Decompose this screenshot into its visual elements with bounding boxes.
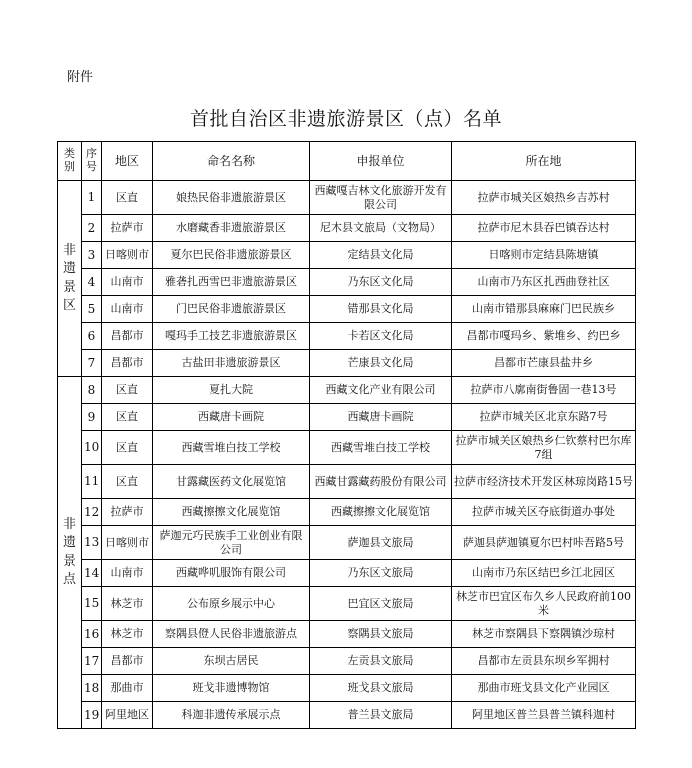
region-cell: 昌都市 [102, 350, 153, 377]
table-row [58, 242, 636, 269]
name-cell: 西藏唐卡画院 [153, 404, 310, 431]
table-row [58, 323, 636, 350]
name-cell: 班戈非遗博物馆 [153, 675, 310, 702]
location-cell: 拉萨市城关区夺底街道办事处 [452, 499, 636, 526]
table-row [58, 404, 636, 431]
unit-cell: 错那县文化局 [310, 296, 452, 323]
document-title: 首批自治区非遗旅游景区（点）名单 [189, 108, 502, 130]
index-cell: 12 [82, 499, 102, 526]
index-cell: 4 [82, 269, 102, 296]
location-cell: 拉萨市城关区娘热乡吉苏村 [452, 181, 636, 215]
unit-cell: 西藏擦擦文化展览馆 [310, 499, 452, 526]
region-cell: 那曲市 [102, 675, 153, 702]
category-cell: 非遗景点 [58, 377, 82, 729]
region-cell: 区直 [102, 181, 153, 215]
unit-cell: 西藏唐卡画院 [310, 404, 452, 431]
location-cell: 萨迦县萨迦镇夏尔巴村咔吾路5号 [452, 526, 636, 560]
region-cell: 日喀则市 [102, 242, 153, 269]
column-header-category: 类别 [58, 142, 82, 181]
location-cell: 山南市乃东区扎西曲登社区 [452, 269, 636, 296]
unit-cell: 察隅县文旅局 [310, 621, 452, 648]
unit-cell: 西藏雪堆白技工学校 [310, 431, 452, 465]
index-cell: 5 [82, 296, 102, 323]
unit-cell: 乃东区文旅局 [310, 560, 452, 587]
unit-cell: 班戈县文旅局 [310, 675, 452, 702]
region-cell: 日喀则市 [102, 526, 153, 560]
name-cell: 水磨藏香非遗旅游景区 [153, 215, 310, 242]
name-cell: 公布原乡展示中心 [153, 587, 310, 621]
unit-cell: 萨迦县文旅局 [310, 526, 452, 560]
name-cell: 夏尔巴民俗非遗旅游景区 [153, 242, 310, 269]
table-header-row [58, 142, 636, 181]
table-row [58, 675, 636, 702]
name-cell: 甘露藏医药文化展览馆 [153, 465, 310, 499]
location-cell: 林芝市察隅县下察隅镇沙琼村 [452, 621, 636, 648]
attachment-label: 附件 [67, 70, 94, 85]
name-cell: 西藏哗叽服饰有限公司 [153, 560, 310, 587]
table-row [58, 269, 636, 296]
index-cell: 19 [82, 702, 102, 729]
unit-cell: 普兰县文旅局 [310, 702, 452, 729]
region-cell: 区直 [102, 404, 153, 431]
region-cell: 林芝市 [102, 587, 153, 621]
table-row [58, 499, 636, 526]
index-cell: 9 [82, 404, 102, 431]
table-row [58, 431, 636, 465]
index-cell: 17 [82, 648, 102, 675]
index-cell: 11 [82, 465, 102, 499]
index-cell: 2 [82, 215, 102, 242]
unit-cell: 西藏嘎吉林文化旅游开发有限公司 [310, 181, 452, 215]
index-cell: 16 [82, 621, 102, 648]
name-cell: 门巴民俗非遗旅游景区 [153, 296, 310, 323]
region-cell: 区直 [102, 377, 153, 404]
location-cell: 日喀则市定结县陈塘镇 [452, 242, 636, 269]
table-row [58, 702, 636, 729]
region-cell: 区直 [102, 431, 153, 465]
name-cell: 西藏擦擦文化展览馆 [153, 499, 310, 526]
region-cell: 山南市 [102, 269, 153, 296]
column-header-location: 所在地 [452, 142, 636, 181]
name-cell: 夏扎大院 [153, 377, 310, 404]
table-row [58, 296, 636, 323]
name-cell: 嘎玛手工技艺非遗旅游景区 [153, 323, 310, 350]
name-cell: 东坝古居民 [153, 648, 310, 675]
region-cell: 阿里地区 [102, 702, 153, 729]
table-body [58, 181, 636, 729]
region-cell: 林芝市 [102, 621, 153, 648]
category-cell: 非遗景区 [58, 181, 82, 377]
index-cell: 1 [82, 181, 102, 215]
index-cell: 13 [82, 526, 102, 560]
location-cell: 那曲市班戈县文化产业园区 [452, 675, 636, 702]
unit-cell: 尼木县文旅局（文物局） [310, 215, 452, 242]
index-cell: 7 [82, 350, 102, 377]
location-cell: 林芝市巴宜区布久乡人民政府前100米 [452, 587, 636, 621]
table-row [58, 648, 636, 675]
location-cell: 山南市乃东区结巴乡江北园区 [452, 560, 636, 587]
name-cell: 西藏雪堆白技工学校 [153, 431, 310, 465]
table-row [58, 181, 636, 215]
name-cell: 娘热民俗非遗旅游景区 [153, 181, 310, 215]
location-cell: 昌都市嘎玛乡、紫堆乡、约巴乡 [452, 323, 636, 350]
unit-cell: 西藏文化产业有限公司 [310, 377, 452, 404]
table-row [58, 350, 636, 377]
name-cell: 萨迦元巧民族手工业创业有限公司 [153, 526, 310, 560]
region-cell: 拉萨市 [102, 499, 153, 526]
region-cell: 拉萨市 [102, 215, 153, 242]
location-cell: 拉萨市城关区北京东路7号 [452, 404, 636, 431]
location-cell: 拉萨市城关区娘热乡仁钦蔡村巴尔库7组 [452, 431, 636, 465]
table-row [58, 621, 636, 648]
name-cell: 科迦非遗传承展示点 [153, 702, 310, 729]
index-cell: 3 [82, 242, 102, 269]
column-header-name: 命名名称 [153, 142, 310, 181]
index-cell: 14 [82, 560, 102, 587]
location-cell: 阿里地区普兰县普兰镇科迦村 [452, 702, 636, 729]
location-cell: 山南市错那县麻麻门巴民族乡 [452, 296, 636, 323]
table-row [58, 526, 636, 560]
index-cell: 8 [82, 377, 102, 404]
unit-cell: 左贡县文旅局 [310, 648, 452, 675]
unit-cell: 卡若区文化局 [310, 323, 452, 350]
unit-cell: 定结县文化局 [310, 242, 452, 269]
location-cell: 拉萨市尼木县吞巴镇吞达村 [452, 215, 636, 242]
name-cell: 察隅县僜人民俗非遗旅游点 [153, 621, 310, 648]
unit-cell: 巴宜区文旅局 [310, 587, 452, 621]
unit-cell: 乃东区文化局 [310, 269, 452, 296]
region-cell: 昌都市 [102, 323, 153, 350]
region-cell: 昌都市 [102, 648, 153, 675]
column-header-index: 序号 [82, 142, 102, 181]
table-row [58, 560, 636, 587]
index-cell: 10 [82, 431, 102, 465]
table-row [58, 587, 636, 621]
region-cell: 区直 [102, 465, 153, 499]
unit-cell: 芒康县文化局 [310, 350, 452, 377]
region-cell: 山南市 [102, 296, 153, 323]
index-cell: 15 [82, 587, 102, 621]
location-cell: 昌都市左贡县东坝乡军拥村 [452, 648, 636, 675]
location-cell: 拉萨市经济技术开发区林琼岗路15号 [452, 465, 636, 499]
location-cell: 昌都市芒康县盐井乡 [452, 350, 636, 377]
heritage-sites-table [57, 141, 636, 729]
table-row [58, 377, 636, 404]
region-cell: 山南市 [102, 560, 153, 587]
unit-cell: 西藏甘露藏药股份有限公司 [310, 465, 452, 499]
name-cell: 古盐田非遗旅游景区 [153, 350, 310, 377]
column-header-region: 地区 [102, 142, 153, 181]
table-row [58, 465, 636, 499]
column-header-unit: 申报单位 [310, 142, 452, 181]
table-row [58, 215, 636, 242]
location-cell: 拉萨市八廓南街鲁固一巷13号 [452, 377, 636, 404]
index-cell: 6 [82, 323, 102, 350]
index-cell: 18 [82, 675, 102, 702]
name-cell: 雅砻扎西雪巴非遗旅游景区 [153, 269, 310, 296]
